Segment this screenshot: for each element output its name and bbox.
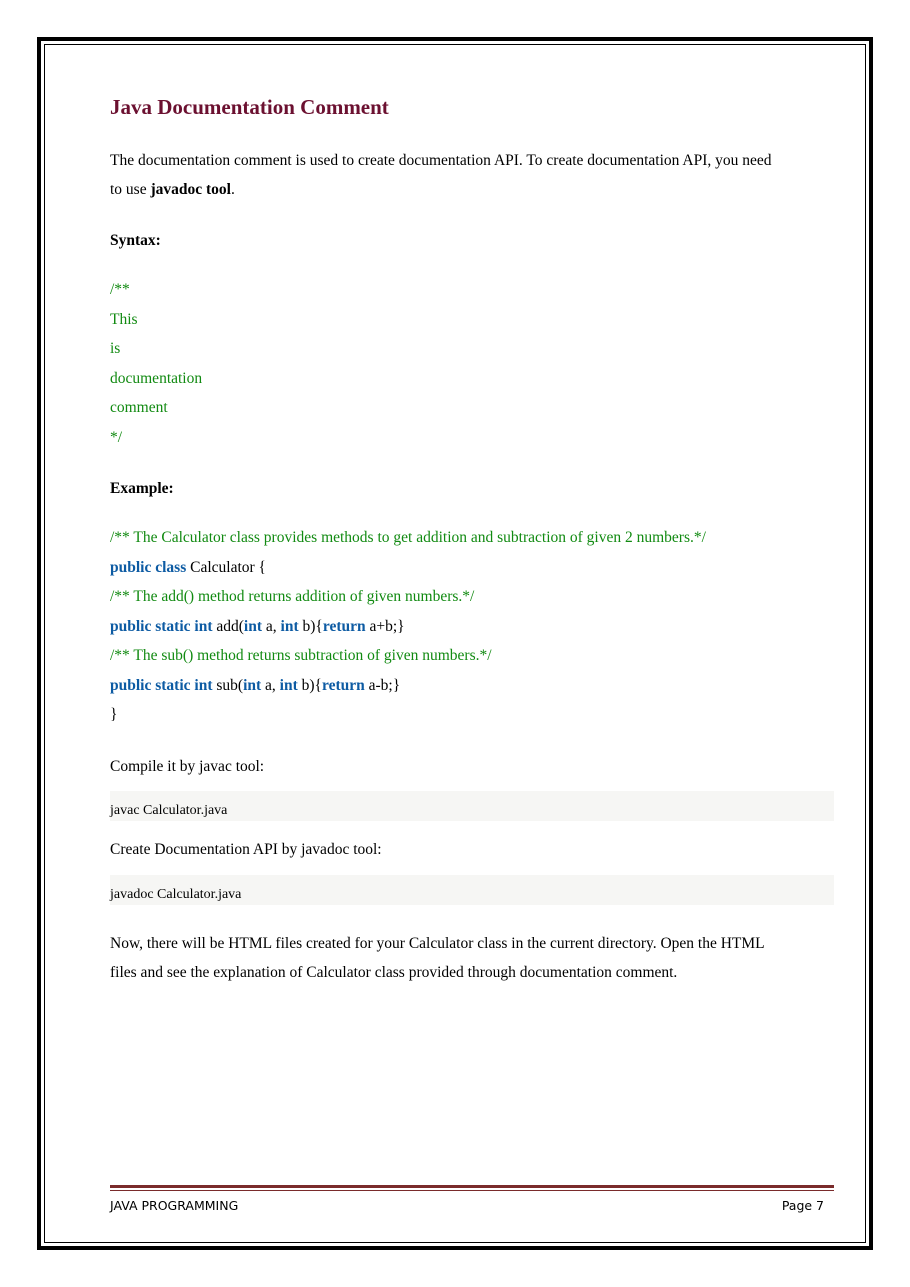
keyword: int bbox=[280, 617, 299, 635]
example-class-line bbox=[110, 553, 836, 583]
docapi-text: Create Documentation API by javadoc tool: bbox=[110, 840, 382, 858]
example-comment-2: /** The add() method returns addition of given numbers.*/ bbox=[110, 588, 475, 605]
intro-bold: javadoc tool bbox=[150, 181, 231, 198]
page-content bbox=[110, 92, 836, 987]
example-comment-3: /** The sub() method returns subtraction of given numbers.*/ bbox=[110, 647, 492, 664]
syntax-block bbox=[110, 275, 836, 452]
keyword: public class bbox=[110, 558, 187, 576]
example-sub-line bbox=[110, 671, 836, 701]
compile-command-box: javac Calculator.java bbox=[110, 791, 834, 821]
keyword: return bbox=[322, 617, 366, 635]
keyword: int bbox=[243, 676, 262, 694]
syntax-line: documentation bbox=[110, 369, 203, 387]
page-title: Java Documentation Comment bbox=[110, 95, 389, 119]
intro-end: . bbox=[230, 181, 235, 198]
intro-line-1: The documentation comment is used to create documentation API. To create documentation API, you need bbox=[110, 152, 772, 169]
footer-title: JAVA PROGRAMMING bbox=[110, 1198, 239, 1213]
code-text: add( bbox=[212, 617, 244, 635]
example-code bbox=[110, 523, 836, 730]
intro-line-2: to use bbox=[110, 181, 151, 198]
code-text: a-b;} bbox=[364, 676, 401, 694]
syntax-line: /** bbox=[110, 281, 130, 298]
closing-line-1: Now, there will be HTML files created for your Calculator class in the current directory. Open the HTML bbox=[110, 934, 765, 952]
example-heading: Example: bbox=[110, 480, 174, 497]
code-text: sub( bbox=[212, 676, 244, 694]
compile-text: Compile it by javac tool: bbox=[110, 757, 265, 775]
keyword: return bbox=[322, 676, 365, 694]
intro-paragraph bbox=[110, 146, 836, 204]
code-text: Calculator { bbox=[186, 558, 266, 576]
footer-rule bbox=[110, 1185, 834, 1188]
keyword: public static int bbox=[110, 676, 213, 694]
code-text: a, bbox=[262, 617, 281, 635]
closing-paragraph bbox=[110, 929, 836, 987]
example-comment-1: /** The Calculator class provides methods to get addition and subtraction of given 2 numbers.*/ bbox=[110, 529, 706, 546]
syntax-heading: Syntax: bbox=[110, 232, 161, 249]
javadoc-command-box: javadoc Calculator.java bbox=[110, 875, 834, 905]
syntax-line: comment bbox=[110, 399, 168, 416]
syntax-line: This bbox=[110, 310, 138, 328]
syntax-line: */ bbox=[110, 428, 123, 446]
page-number: Page 7 bbox=[781, 1198, 824, 1213]
code-text: b){ bbox=[298, 617, 323, 635]
keyword: int bbox=[243, 617, 262, 635]
code-text: b){ bbox=[297, 676, 322, 694]
example-closing-brace: } bbox=[110, 706, 118, 723]
syntax-line: is bbox=[110, 340, 121, 357]
keyword: public static int bbox=[110, 617, 213, 635]
footer-rule-thin bbox=[110, 1190, 834, 1191]
example-add-line bbox=[110, 612, 836, 642]
code-text: a+b;} bbox=[365, 617, 405, 635]
code-text: a, bbox=[261, 676, 280, 694]
closing-line-2: files and see the explanation of Calculator class provided through documentation comment. bbox=[110, 963, 678, 981]
keyword: int bbox=[279, 676, 298, 694]
